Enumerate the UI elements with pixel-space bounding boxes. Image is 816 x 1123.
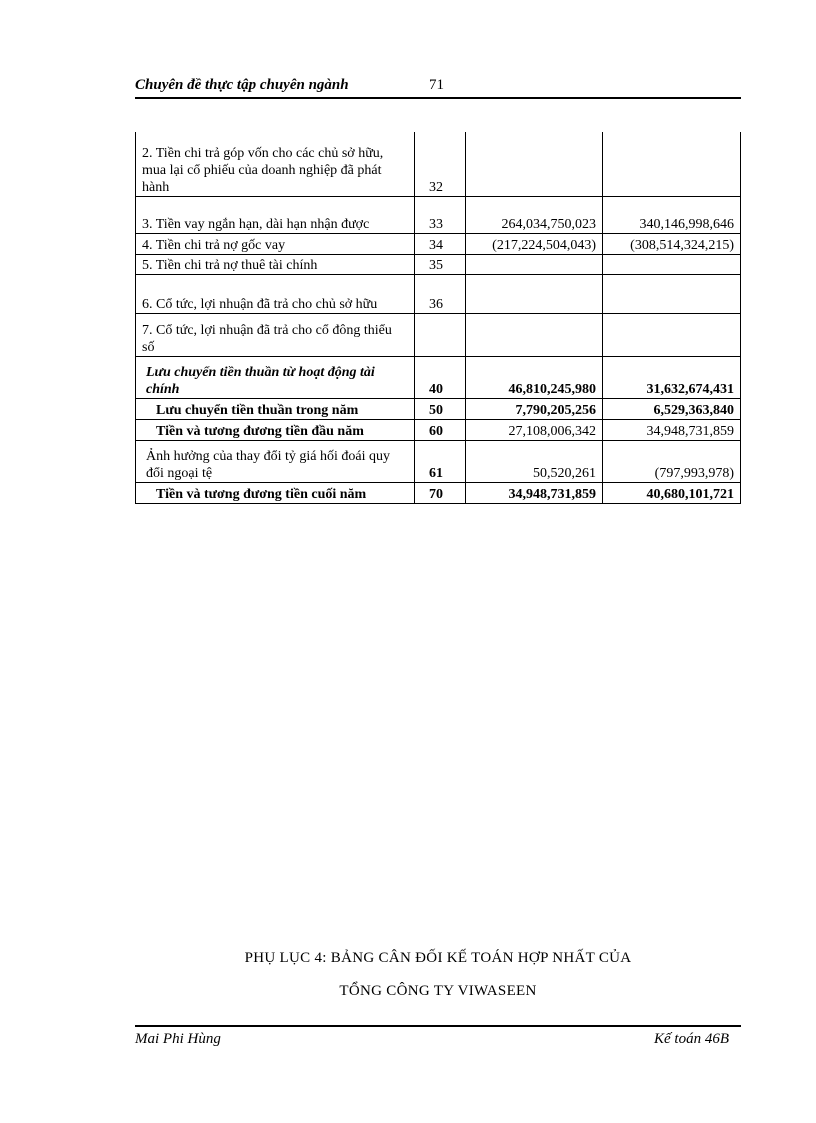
table-row — [136, 254, 741, 274]
row-label: 5. Tiền chi trả nợ thuê tài chính — [136, 254, 415, 274]
row-label: 4. Tiền chi trả nợ gốc vay — [136, 233, 415, 254]
row-previous-value — [603, 254, 741, 274]
row-label: 6. Cổ tức, lợi nhuận đã trả cho chủ sở hữu — [136, 274, 415, 313]
row-code: 32 — [415, 132, 466, 196]
row-label: Ảnh hưởng của thay đổi tỷ giá hối đoái quy đổi ngoại tệ — [136, 440, 415, 482]
row-previous-value: (308,514,324,215) — [603, 233, 741, 254]
row-previous-value: 40,680,101,721 — [603, 482, 741, 503]
row-current-value: 46,810,245,980 — [466, 356, 603, 398]
row-previous-value — [603, 313, 741, 356]
row-previous-value: (797,993,978) — [603, 440, 741, 482]
table-row — [136, 356, 741, 398]
row-label: 3. Tiền vay ngắn hạn, dài hạn nhận được — [136, 196, 415, 233]
row-label: Tiền và tương đương tiền đầu năm — [136, 419, 415, 440]
author-name: Mai Phi Hùng — [135, 1031, 221, 1047]
row-code: 61 — [415, 440, 466, 482]
table-row — [136, 398, 741, 419]
table-row — [136, 274, 741, 313]
row-label: Lưu chuyển tiền thuần trong năm — [136, 398, 415, 419]
appendix-subtitle: TỔNG CÔNG TY VIWASEEN — [339, 983, 537, 999]
appendix-title: PHỤ LỤC 4: BẢNG CÂN ĐỐI KẾ TOÁN HỢP NHẤT CỦA — [244, 950, 632, 966]
row-code: 50 — [415, 398, 466, 419]
row-label: Lưu chuyển tiền thuần từ hoạt động tài chính — [136, 356, 415, 398]
table-row — [136, 196, 741, 233]
row-previous-value: 340,146,998,646 — [603, 196, 741, 233]
page-number: 71 — [429, 77, 444, 93]
table-row — [136, 482, 741, 503]
row-current-value: 264,034,750,023 — [466, 196, 603, 233]
row-code: 35 — [415, 254, 466, 274]
row-label: Tiền và tương đương tiền cuối năm — [136, 482, 415, 503]
row-current-value: 34,948,731,859 — [466, 482, 603, 503]
row-previous-value: 34,948,731,859 — [603, 419, 741, 440]
row-code: 34 — [415, 233, 466, 254]
row-current-value: 7,790,205,256 — [466, 398, 603, 419]
table-row — [136, 132, 741, 196]
row-label: 2. Tiền chi trả góp vốn cho các chủ sở hữu, mua lại cổ phiếu của doanh nghiệp đã phát hành — [136, 132, 415, 196]
row-current-value — [466, 274, 603, 313]
row-code — [415, 313, 466, 356]
row-current-value — [466, 313, 603, 356]
table-row — [136, 313, 741, 356]
department-label: Kế toán 46B — [654, 1031, 729, 1047]
row-code: 70 — [415, 482, 466, 503]
row-code: 60 — [415, 419, 466, 440]
row-current-value: 50,520,261 — [466, 440, 603, 482]
table-row — [136, 233, 741, 254]
row-label: 7. Cổ tức, lợi nhuận đã trả cho cổ đông thiểu số — [136, 313, 415, 356]
row-current-value: (217,224,504,043) — [466, 233, 603, 254]
row-current-value — [466, 132, 603, 196]
row-code: 33 — [415, 196, 466, 233]
document-title: Chuyên đề thực tập chuyên ngành — [135, 77, 349, 93]
row-code: 40 — [415, 356, 466, 398]
cash-flow-table — [135, 132, 741, 504]
page-footer — [135, 1025, 741, 1047]
table-row — [136, 419, 741, 440]
table-row — [136, 440, 741, 482]
row-current-value: 27,108,006,342 — [466, 419, 603, 440]
row-previous-value: 31,632,674,431 — [603, 356, 741, 398]
page-header — [135, 76, 741, 99]
row-previous-value — [603, 274, 741, 313]
row-code: 36 — [415, 274, 466, 313]
row-previous-value: 6,529,363,840 — [603, 398, 741, 419]
row-previous-value — [603, 132, 741, 196]
row-current-value — [466, 254, 603, 274]
